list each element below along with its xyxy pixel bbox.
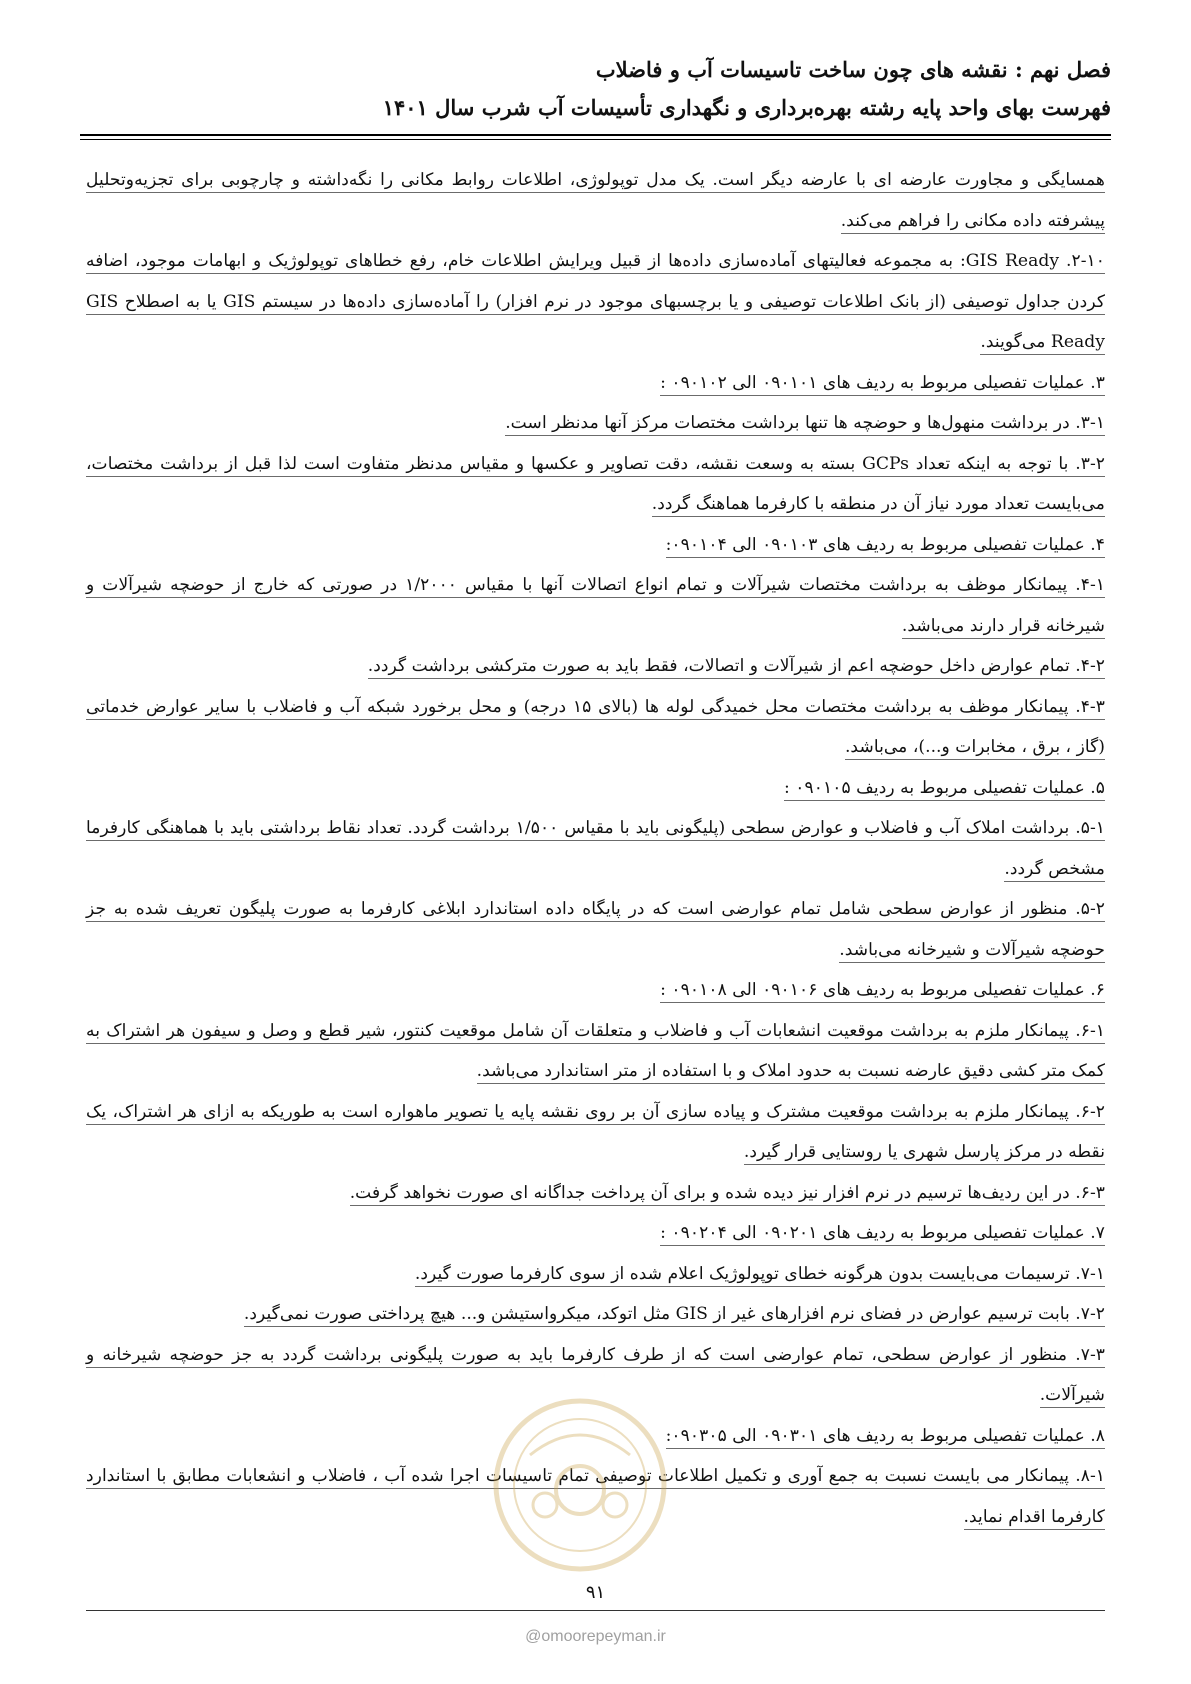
paragraph — [86, 1011, 1105, 1092]
paragraph-text: ۵. عملیات تفصیلی مربوط به ردیف ۰۹۰۱۰۵ : — [784, 778, 1105, 801]
page-number: ۹۱ — [585, 1582, 606, 1603]
paragraph-text: ۶-۲. پیمانکار ملزم به برداشت موقعیت مشترک و پیاده سازی آن بر روی نقشه پایه یا تصویر ماهواره است به طوریکه به ازای هر اشتراک، یک نقطه در مرکز پارسل شهری یا روستایی قرار گیرد. — [86, 1102, 1105, 1166]
section-heading — [86, 1213, 1105, 1254]
paragraph — [86, 889, 1105, 970]
paragraph — [86, 1294, 1105, 1335]
section-heading — [86, 768, 1105, 809]
paragraph-text: همسایگی و مجاورت عارضه ای با عارضه دیگر است. یک مدل توپولوژی، اطلاعات روابط مکانی را نگه‌داشته و چارچوبی برای تجزیه‌وتحلیل پیشرفته داده مکانی را فراهم می‌کند. — [86, 170, 1105, 234]
paragraph — [86, 646, 1105, 687]
paragraph-text: ۶. عملیات تفصیلی مربوط به ردیف های ۰۹۰۱۰۶ الی ۰۹۰۱۰۸ : — [660, 980, 1105, 1003]
paragraph-text: ۳. عملیات تفصیلی مربوط به ردیف های ۰۹۰۱۰۱ الی ۰۹۰۱۰۲ : — [660, 373, 1105, 396]
paragraph-text: ۴-۳. پیمانکار موظف به برداشت مختصات محل خمیدگی لوله ها (بالای ۱۵ درجه) و محل برخورد شبکه آب و فاضلاب با سایر عوارض خدماتی (گاز ، برق ، مخابرات و...)، می‌باشد. — [86, 697, 1105, 761]
page-header — [80, 52, 1111, 126]
paragraph-text: ۷-۱. ترسیمات می‌بایست بدون هرگونه خطای توپولوژیک اعلام شده از سوی کارفرما صورت گیرد. — [415, 1264, 1105, 1287]
section-heading — [86, 525, 1105, 566]
section-heading — [86, 970, 1105, 1011]
paragraph — [86, 1254, 1105, 1295]
paragraph-text: ۸-۱. پیمانکار می بایست نسبت به جمع آوری و تکمیل اطلاعات توصیفی تمام تاسیسات اجرا شده آب ، فاضلاب و انشعابات مطابق با استاندارد کارفرما اقدام نماید. — [86, 1466, 1105, 1530]
paragraph-text: ۷-۳. منظور از عوارض سطحی، تمام عوارضی است که از طرف کارفرما باید به صورت پلیگونی برداشت گردد به جز حوضچه شیرخانه و شیرآلات. — [86, 1345, 1105, 1409]
watermark-seal-logo — [490, 1395, 670, 1575]
paragraph-text: ۸. عملیات تفصیلی مربوط به ردیف های ۰۹۰۳۰۱ الی ۰۹۰۳۰۵: — [666, 1426, 1105, 1449]
paragraph-text: ۳-۱. در برداشت منهول‌ها و حوضچه ها تنها برداشت مختصات مرکز آنها مدنظر است. — [505, 413, 1105, 436]
paragraph — [86, 403, 1105, 444]
paragraph-text: ۶-۱. پیمانکار ملزم به برداشت موقعیت انشعابات آب و فاضلاب و متعلقات آن شامل موقعیت کنتور، شیر قطع و وصل و سیفون هر اشتراک به کمک متر کشی دقیق عارضه نسبت به حدود املاک و با استفاده از متر استاندارد می‌باشد. — [86, 1021, 1105, 1085]
watermark-url: @omoorepeyman.ir — [525, 1628, 666, 1645]
paragraph-text: ۵-۲. منظور از عوارض سطحی شامل تمام عوارضی است که در پایگاه داده استاندارد ابلاغی کارفرما به صورت پلیگون تعریف شده به جز حوضچه شیرآلات و شیرخانه می‌باشد. — [86, 899, 1105, 963]
paragraph-text: ۷-۲. بابت ترسیم عوارض در فضای نرم افزارهای غیر از GIS مثل اتوکد، میکرواستیشن و... هیچ پرداختی صورت نمی‌گیرد. — [244, 1304, 1105, 1327]
paragraph — [86, 687, 1105, 768]
paragraph-text: ۳-۲. با توجه به اینکه تعداد GCPs بسته به وسعت نقشه، دقت تصاویر و عکسها و مقیاس مدنظر متفاوت است لذا قبل از برداشت مختصات، می‌بایست تعداد مورد نیاز آن در منطقه با کارفرما هماهنگ گردد. — [86, 454, 1105, 518]
paragraph-text: ۶-۳. در این ردیف‌ها ترسیم در نرم افزار نیز دیده شده و برای آن پرداخت جداگانه ای صورت نخواهد گرفت. — [350, 1183, 1105, 1206]
paragraph-text: ۲-۱۰. GIS Ready: به مجموعه فعالیتهای آماده‌سازی داده‌ها از قبیل ویرایش اطلاعات خام، رفع خطاهای توپولوژیک و ابهامات موجود، اضافه کردن جداول توصیفی (از بانک اطلاعات توصیفی و یا برچسبهای موجود در نرم افزار) را آماده‌سازی داده‌ها در سیستم GIS یا به اصطلاح GIS Ready می‌گویند. — [86, 251, 1105, 355]
paragraph — [86, 808, 1105, 889]
paragraph-text: ۷. عملیات تفصیلی مربوط به ردیف های ۰۹۰۲۰۱ الی ۰۹۰۲۰۴ : — [660, 1223, 1105, 1246]
paragraph — [86, 160, 1105, 241]
chapter-title: فصل نهم : نقشه های چون ساخت تاسیسات آب و فاضلاب — [595, 57, 1111, 82]
paragraph — [86, 1173, 1105, 1214]
document-body — [86, 160, 1105, 1537]
paragraph-text: ۴-۲. تمام عوارض داخل حوضچه اعم از شیرآلات و اتصالات، فقط باید به صورت مترکشی برداشت گردد. — [368, 656, 1105, 679]
paragraph — [86, 1092, 1105, 1173]
paragraph-text: ۵-۱. برداشت املاک آب و فاضلاب و عوارض سطحی (پلیگونی باید با مقیاس ۱/۵۰۰ برداشت گردد. تعداد نقاط برداشتی باید با هماهنگی کارفرما مشخص گردد. — [86, 818, 1105, 882]
paragraph — [86, 565, 1105, 646]
header-rule-thick — [80, 134, 1111, 136]
paragraph-text: ۴-۱. پیمانکار موظف به برداشت مختصات شیرآلات و تمام انواع اتصالات آنها با مقیاس ۱/۲۰۰۰ در صورتی که خارج از حوضچه شیرآلات و شیرخانه قرار دارند می‌باشد. — [86, 575, 1105, 639]
paragraph-text: ۴. عملیات تفصیلی مربوط به ردیف های ۰۹۰۱۰۳ الی ۰۹۰۱۰۴: — [666, 535, 1105, 558]
header-rule-thin — [80, 139, 1111, 140]
paragraph — [86, 444, 1105, 525]
paragraph — [86, 241, 1105, 363]
footer-rule — [86, 1610, 1105, 1611]
section-heading — [86, 363, 1105, 404]
document-subtitle: فهرست بهای واحد پایه رشته بهره‌برداری و نگهداری تأسیسات آب شرب سال ۱۴۰۱ — [382, 95, 1111, 120]
